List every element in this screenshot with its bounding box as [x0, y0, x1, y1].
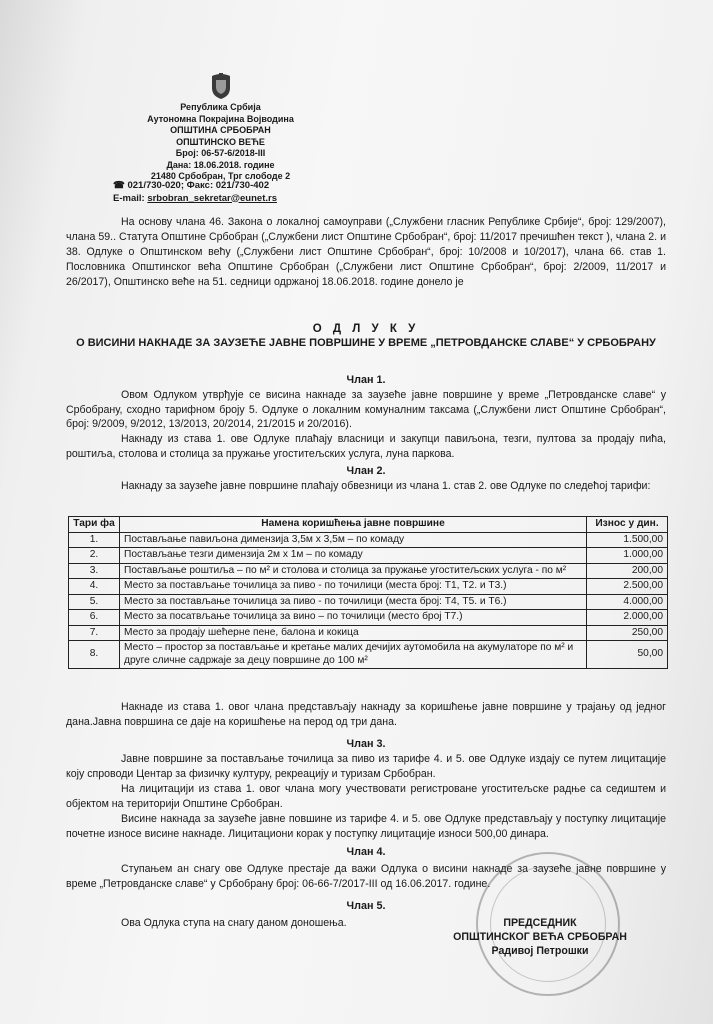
tariff-amount: 200,00 [587, 563, 668, 579]
table-row [69, 641, 668, 669]
article-4-heading: Члан 4. [346, 846, 386, 858]
decision-title [66, 322, 666, 350]
document-date: Дана: 18.06.2018. године [166, 159, 275, 170]
col-tariff: Тари фа [69, 517, 120, 533]
tariff-number: 3. [69, 563, 120, 579]
document-number: Број: 06-57-6/2018-III [175, 148, 266, 158]
article-1-paragraph-2: Накнаду из става 1. ове Одлуке плаћају власници и закупци павиљона, тезги, пултова за продају пића, роштиља, столова и столица за пружање угоститељских услуга, луна паркова. [66, 433, 666, 460]
tariff-number: 1. [69, 532, 120, 548]
tariff-number: 6. [69, 610, 120, 626]
table-row [69, 610, 668, 626]
coat-of-arms-icon [210, 72, 232, 100]
email-label: E-mail: [113, 192, 145, 204]
phone-line [113, 180, 277, 193]
title-odluka: О Д Л У К У [312, 323, 420, 335]
tariff-number: 2. [69, 548, 120, 564]
tariff-amount: 1.000,00 [587, 548, 668, 564]
letterhead-line: ОПШТИНСКО ВЕЋЕ [176, 136, 265, 147]
tariff-number: 7. [69, 625, 120, 641]
article-2-paragraph-2: Накнаде из става 1. овог члана представљају накнаду за коришћење јавне површине у трајању од једног дана.Јавна површина се даје на коришћење на перод од три дана. [66, 701, 666, 728]
article-2-heading: Члан 2. [346, 465, 386, 477]
phone-icon: ☎ [113, 180, 128, 191]
col-purpose: Намена коришћења јавне површине [120, 517, 587, 533]
article-3-paragraph-3: Висине накнада за заузеће јавне повшине из тарифе 4. и 5. ове Одлуке представљају у поступку лицитације почетне износе висине накнаде. Лицитациони корак у поступку лицитације износи 500,00 динара. [66, 813, 666, 840]
article-5-heading: Члан 5. [346, 900, 386, 912]
signature-block [440, 916, 640, 958]
email-line [113, 193, 277, 206]
article-1-heading: Члан 1. [346, 374, 386, 386]
signature-body: ОПШТИНСКОГ ВЕЋА СРБОБРАН [453, 931, 627, 943]
tariff-description: Место – простор за постављање и кретање малих дечијих аутомобила на акумулаторе по м² и друге сличне садржаје за децу површине до 100 м² [120, 641, 587, 669]
preamble: На основу члана 46. Закона о локалној самоуправи („Службени гласник Републике Србије“, број: 129/2007), члана 59.. Статута Општине Србобран („Службени лист Општине Србобран“, број: 11/2017 пречишћен текст ), члана 2. и 38. Одлуке о Општинском већу („Службени лист Општине Србобран“, број: 10/2008 и 10/2017), члана 66. став 1. Пословника Општинског већа Општине Србобран („Службени лист Општине Србобран“, број: 2/2009, 11/2017 и 26/2017), Општинско веће на 51. седници одржаној 18.06.2018. године донело је [66, 216, 666, 288]
table-header-row [69, 517, 668, 533]
tariff-description: Место за постављање точилица за пиво - по точилици (места број: Т4, Т5. и Т6.) [120, 594, 587, 610]
article-5-paragraph-1: Ова Одлука ступа на снагу даном доношења. [121, 917, 347, 929]
tariff-description: Постављање павиљона димензија 3,5м х 3,5м – по комаду [120, 532, 587, 548]
article-4-paragraph-1: Ступањем ан снагу ове Одлуке престаје да важи Одлука о висини накнаде за заузеће јавне површине у време „Петровданске славе“ у Србобрану број: 06-66-7/2017-III од 16.06.2017. године. [66, 863, 666, 890]
contact-info [113, 180, 277, 205]
tariff-amount: 50,00 [587, 641, 668, 669]
tariff-amount: 2.500,00 [587, 579, 668, 595]
table-row [69, 594, 668, 610]
tariff-amount: 1.500,00 [587, 532, 668, 548]
tariff-amount: 250,00 [587, 625, 668, 641]
tariff-number: 8. [69, 641, 120, 669]
email-address: srbobran_sekretar@eunet.rs [147, 192, 277, 204]
article-1-paragraph-1: Овом Одлуком утврђује се висина накнаде за заузеће јавне површине у време „Петровданске славе“ у Србобрану, сходно тарифном броју 5. Одлуке о локалним комуналним таксама („Службени лист Општине Србобран“, број: 9/2009, 9/2012, 13/2013, 20/2014, 21/2015 и 20/2016). [66, 389, 666, 430]
tariff-description: Постављање роштиља – по м² и столова и столица за пружање угоститељских услуга - по м² [120, 563, 587, 579]
table-row [69, 563, 668, 579]
signature-title: ПРЕДСЕДНИК [503, 917, 577, 929]
table-row [69, 579, 668, 595]
tariff-number: 4. [69, 579, 120, 595]
title-subject: О ВИСИНИ НАКНАДЕ ЗА ЗАУЗЕЋЕ ЈАВНЕ ПОВРШИНЕ У ВРЕМЕ „ПЕТРОВДАНСКЕ СЛАВЕ“ У СРБОБРАНУ [76, 337, 656, 349]
tariff-description: Место за посатвљање точилица за вино – по точилици (место број Т7.) [120, 610, 587, 626]
table-row [69, 625, 668, 641]
table-row [69, 532, 668, 548]
tariff-description: Постављање тезги димензија 2м х 1м – по комаду [120, 548, 587, 564]
letterhead [108, 72, 333, 183]
letterhead-line: ОПШТИНА СРБОБРАН [170, 125, 271, 135]
article-3-paragraph-1: Јавне површине за постављање точилица за пиво из тарифе 4. и 5. ове Одлуке издају се путем лицитације коју спроводи Центар за физичку културу, рекреацију и туризам Србобран. [66, 753, 666, 780]
article-3-paragraph-2: На лицитацији из става 1. овог члана могу учествовати регистроване угоститељске радње са седиштем и објектом на територији Општине Србобран. [66, 783, 666, 810]
letterhead-line: Аутономна Покрајина Војводина [147, 113, 294, 124]
letterhead-line: Република Србија [180, 102, 261, 112]
phone-number: 021/730-020; Факс: 021/730-402 [127, 180, 270, 191]
tariff-amount: 4.000,00 [587, 594, 668, 610]
col-amount: Износ у дин. [587, 517, 668, 533]
article-2-paragraph-1: Накнаду за заузеће јавне површине плаћају обвезници из члана 1. став 2. ове Одлуке по следећој тарифи: [121, 480, 651, 492]
tariff-amount: 2.000,00 [587, 610, 668, 626]
table-row [69, 548, 668, 564]
tariff-table [68, 516, 668, 669]
address: 21480 Србобран, Трг слободе 2 [150, 171, 291, 181]
article-3-heading: Члан 3. [346, 738, 386, 750]
signature-name: Радивој Петрошки [491, 945, 589, 957]
tariff-number: 5. [69, 594, 120, 610]
tariff-description: Место за постављање точилица за пиво - по точилици (места број: Т1, Т2. и Т3.) [120, 579, 587, 595]
tariff-description: Место за продају шећерне пене, балона и кокица [120, 625, 587, 641]
